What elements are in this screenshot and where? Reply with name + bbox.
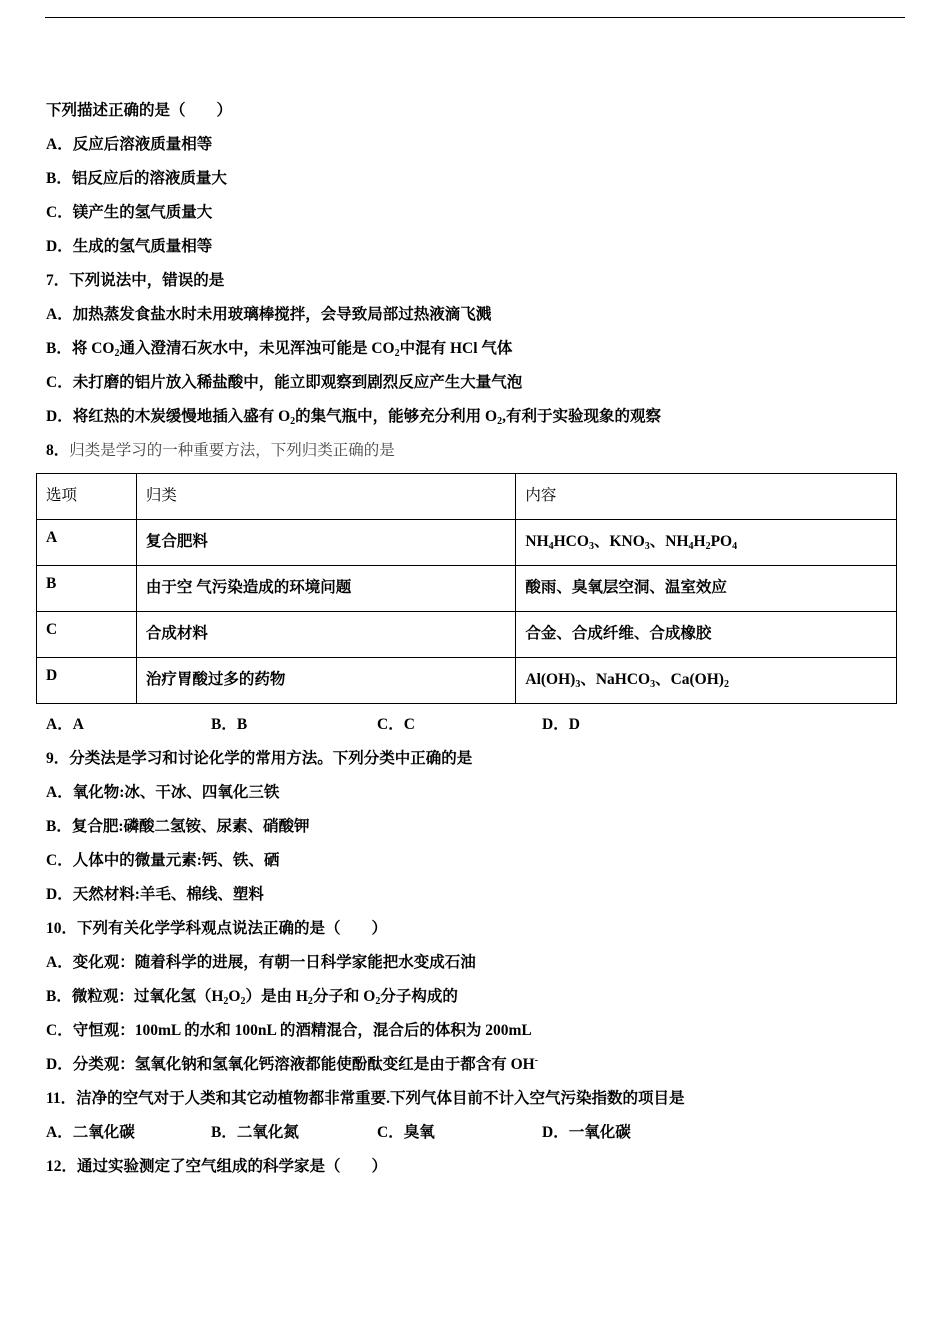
q11-option-d: D．一氧化碳 [542, 1124, 631, 1141]
table-cell-content: $NH_4HCO_3$、$KNO_3$、$NH_4H_2PO_4$ [516, 520, 897, 566]
table-header-cell: 内容 [516, 474, 897, 520]
q9-option-a: A．氧化物:冰、干冰、四氧化三铁 [46, 784, 280, 801]
table-cell-option: D [37, 658, 137, 704]
table-cell-option: C [37, 612, 137, 658]
q12-stem: 12．通过实验测定了空气组成的科学家是（ ） [46, 1158, 388, 1175]
q8-option-a: A．A [46, 716, 84, 733]
table-row [37, 658, 897, 704]
q11-option-b: B．二氧化氮 [211, 1124, 299, 1141]
q7-option-c: C．未打磨的铝片放入稀盐酸中，能立即观察到剧烈反应产生大量气泡 [46, 374, 523, 391]
table-header-cell: 归类 [136, 474, 515, 520]
q9-stem: 9．分类法是学习和讨论化学的常用方法。下列分类中正确的是 [46, 750, 473, 767]
q9-option-d: D．天然材料:羊毛、棉线、塑料 [46, 886, 264, 903]
table-cell-option: B [37, 566, 137, 612]
table-header-cell: 选项 [37, 474, 137, 520]
q7-stem: 7．下列说法中，错误的是 [46, 272, 225, 289]
q7-option-a: A．加热蒸发食盐水时未用玻璃棒搅拌，会导致局部过热液滴飞溅 [46, 306, 492, 323]
q10-option-d: D．分类观：氢氧化钠和氢氧化钙溶液都能使酚酞变红是由于都含有 OH- [46, 1055, 539, 1073]
q8-stem: 8．归类是学习的一种重要方法，下列归类正确的是 [46, 442, 395, 459]
q9-option-b: B．复合肥:磷酸二氢铵、尿素、硝酸钾 [46, 818, 310, 835]
q6-stem: 下列描述正确的是（ ） [46, 102, 233, 119]
table-row [37, 612, 897, 658]
header-rule [45, 17, 905, 18]
table-row [37, 566, 897, 612]
q10-option-a: A．变化观：随着科学的进展，有朝一日科学家能把水变成石油 [46, 954, 476, 971]
table-header-row [37, 474, 897, 520]
q7-option-d: D．将红热的木炭缓慢地插入盛有 $O_2$的集气瓶中，能够充分利用 $O_2$,有利于实验现象的观察 [46, 408, 661, 427]
q6-option-c: C．镁产生的氢气质量大 [46, 204, 213, 221]
q6-option-a: A．反应后溶液质量相等 [46, 136, 213, 153]
table-cell-content: 合金、合成纤维、合成橡胶 [516, 612, 897, 658]
q6-option-b: B．铝反应后的溶液质量大 [46, 170, 227, 187]
q11-stem: 11．洁净的空气对于人类和其它动植物都非常重要.下列气体目前不计入空气污染指数的项目是 [46, 1090, 685, 1107]
table-cell-content: $Al(OH)_3$、NaHCO$_3$、$Ca(OH)_2$ [516, 658, 897, 704]
q6-option-d: D．生成的氢气质量相等 [46, 238, 213, 255]
table-cell-category: 复合肥料 [136, 520, 515, 566]
table-cell-category: 合成材料 [136, 612, 515, 658]
classification-table [36, 473, 897, 704]
q8-option-b: B．B [211, 716, 248, 733]
q10-option-b: B．微粒观：过氧化氢$(H_2O_2)$是由 $H_2$分子和 $O_2$分子构成的 [46, 988, 458, 1007]
q8-option-c: C．C [377, 716, 415, 733]
q10-option-c: C．守恒观：100mL 的水和 100nL 的酒精混合，混合后的体积为 200mL [46, 1022, 532, 1039]
q8-option-d: D．D [542, 716, 580, 733]
table-cell-content: 酸雨、臭氧层空洞、温室效应 [516, 566, 897, 612]
q9-option-c: C．人体中的微量元素:钙、铁、硒 [46, 852, 280, 869]
q10-stem: 10．下列有关化学学科观点说法正确的是（ ） [46, 920, 388, 937]
table-row [37, 520, 897, 566]
q7-option-b: B．将 $CO_2$通入澄清石灰水中，未见浑浊可能是 $CO_2$中混有 HCl 气体 [46, 340, 513, 359]
table-cell-option: A [37, 520, 137, 566]
q11-option-a: A．二氧化碳 [46, 1124, 135, 1141]
table-cell-category: 治疗胃酸过多的药物 [136, 658, 515, 704]
q11-option-c: C．臭氧 [377, 1124, 435, 1141]
table-cell-category: 由于空 气污染造成的环境问题 [136, 566, 515, 612]
